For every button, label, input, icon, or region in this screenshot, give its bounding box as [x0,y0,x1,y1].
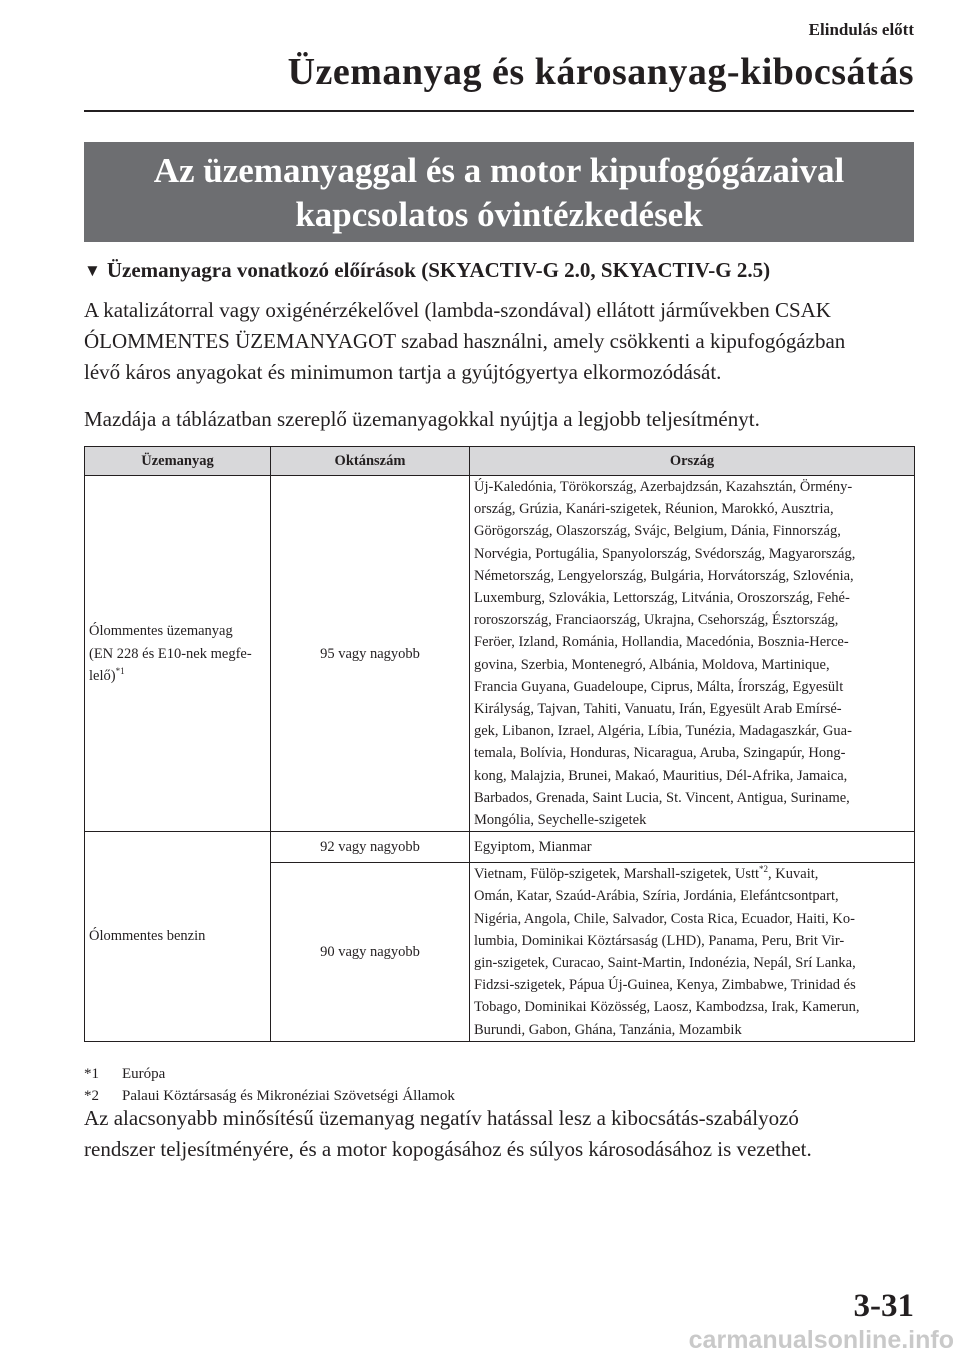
country-line: lumbia, Dominikai Köztársaság (LHD), Panama, Peru, Brit Vir- [474,932,845,949]
column-header-octane: Oktánszám [271,447,470,476]
intro-line: A katalizátorral vagy oxigénérzékelővel (lambda-szondával) ellátott járművekben CSAK [84,298,831,322]
banner-line-1: Az üzemanyaggal és a motor kipufogógázaival [153,151,845,190]
fuel-line: (EN 228 és E10-nek megfe- [89,645,252,662]
country-line: Németország, Lengyelország, Bulgária, Horvátország, Szlovénia, [474,567,854,584]
country-cell [470,476,915,832]
fuel-table [84,446,915,1042]
footnotes [84,1063,455,1107]
subsection-title: Üzemanyagra vonatkozó előírások (SKYACTIV-G 2.0, SKYACTIV-G 2.5) [106,258,771,282]
subsection-heading [84,258,770,283]
footnote-mark: *1 [84,1066,99,1082]
country-line: roroszország, Franciaország, Ukrajna, Csehország, Észtország, [474,612,839,629]
performance-paragraph: Mazdája a táblázatban szereplő üzemanyagokkal nyújtja a legjobb teljesítményt. [84,407,760,431]
country-line: Mongólia, Seychelle-szigetek [474,812,647,829]
column-header-country: Ország [470,447,915,476]
country-line: temala, Bolívia, Honduras, Nicaragua, Aruba, Szingapúr, Hong- [474,745,846,762]
country-cell: Egyiptom, Mianmar [470,832,915,863]
country-line: Vietnam, Fülöp-szigetek, Marshall-szigetek, Ustt$^{*2}$, Kuvait, [474,864,819,883]
country-line: Burundi, Gabon, Ghána, Tanzánia, Mozambik [474,1021,742,1038]
country-line: Francia Guyana, Guadeloupe, Ciprus, Málta, Írország, Egyesült [474,678,844,695]
country-line: kong, Malajzia, Brunei, Makaó, Mauritius, Dél-Afrika, Jamaica, [474,767,848,784]
country-line: Luxemburg, Szlovákia, Lettország, Litvánia, Oroszország, Fehé- [474,590,850,607]
footnote-ref: *1 [115,665,125,676]
page-title: Üzemanyag és károsanyag-kibocsátás [287,51,914,93]
country-line: Nigéria, Angola, Chile, Salvador, Costa Rica, Ecuador, Haiti, Ko- [474,910,855,927]
country-cell [470,863,915,1042]
country-line: Feröer, Izland, Románia, Hollandia, Macedónia, Bosznia-Herce- [474,634,849,651]
country-line: gek, Libanon, Izrael, Algéria, Líbia, Tunézia, Madagaszkár, Gua- [474,723,852,740]
country-line: Omán, Katar, Szaúd-Arábia, Szíria, Jordánia, Elefántcsontpart, [474,888,839,905]
table-row [85,832,915,863]
header-divider [84,110,914,112]
footnote [84,1063,455,1085]
fuel-line: Ólommentes üzemanyag [89,623,233,640]
table-header-row [85,447,915,476]
footnote-ref: *2 [759,864,769,875]
fuel-cell: Ólommentes benzin [85,832,271,1042]
header-section: Elindulás előtt [808,20,914,39]
intro-paragraph [84,295,924,388]
octane-cell: 92 vagy nagyobb [271,832,470,863]
country-line: ország, Grúzia, Kanári-szigetek, Réunion, Marokkó, Ausztria, [474,501,834,518]
page-number: 3-31 [853,1288,914,1324]
footnote-text: Palaui Köztársaság és Mikronéziai Szövetségi Államok [122,1088,455,1104]
watermark: carmanualsonline.info [688,1326,954,1354]
warning-line: rendszer teljesítményére, és a motor kopogásához és súlyos károsodásához is vezethet. [84,1137,812,1161]
intro-line: lévő káros anyagokat és minimumon tartja a gyújtógyertya elkormozódását. [84,360,722,384]
section-banner [84,142,914,242]
warning-line: Az alacsonyabb minősítésű üzemanyag negatív hatással lesz a kibocsátás-szabályozó [84,1106,799,1130]
banner-line-2: kapcsolatos óvintézkedések [295,195,703,234]
country-line: Fidzsi-szigetek, Pápua Új-Guinea, Kenya, Zimbabwe, Trinidad és [474,977,856,994]
footnote-text: Európa [122,1066,166,1082]
fuel-cell [85,476,271,832]
country-line: Norvégia, Portugália, Spanyolország, Svédország, Magyarország, [474,545,856,562]
footnote-mark: *2 [84,1088,99,1104]
country-line: govina, Szerbia, Montenegró, Albánia, Moldova, Martinique, [474,656,830,673]
triangle-down-icon: ▼ [84,261,101,280]
country-line: Tobago, Dominikai Közösség, Laosz, Kambodzsa, Irak, Kamerun, [474,999,860,1016]
octane-cell: 95 vagy nagyobb [271,476,470,832]
fuel-line: lelő)$^{*1}$ [89,665,125,684]
country-line: Barbados, Grenada, Saint Lucia, St. Vincent, Antigua, Suriname, [474,789,850,806]
country-line: Új-Kaledónia, Törökország, Azerbajdzsán, Kazahsztán, Örmény- [474,479,853,495]
country-line: Királyság, Tajvan, Tahiti, Vanuatu, Irán, Egyesült Arab Emírsé- [474,701,842,718]
country-line: Görögország, Olaszország, Svájc, Belgium, Dánia, Finnország, [474,523,841,540]
table-row [85,476,915,832]
octane-cell: 90 vagy nagyobb [271,863,470,1042]
intro-line: ÓLOMMENTES ÜZEMANYAGOT szabad használni, amely csökkenti a kipufogógázban [84,329,846,353]
country-line: gin-szigetek, Curacao, Saint-Martin, Indonézia, Nepál, Srí Lanka, [474,955,856,972]
warning-paragraph [84,1103,924,1165]
column-header-fuel: Üzemanyag [85,447,271,476]
